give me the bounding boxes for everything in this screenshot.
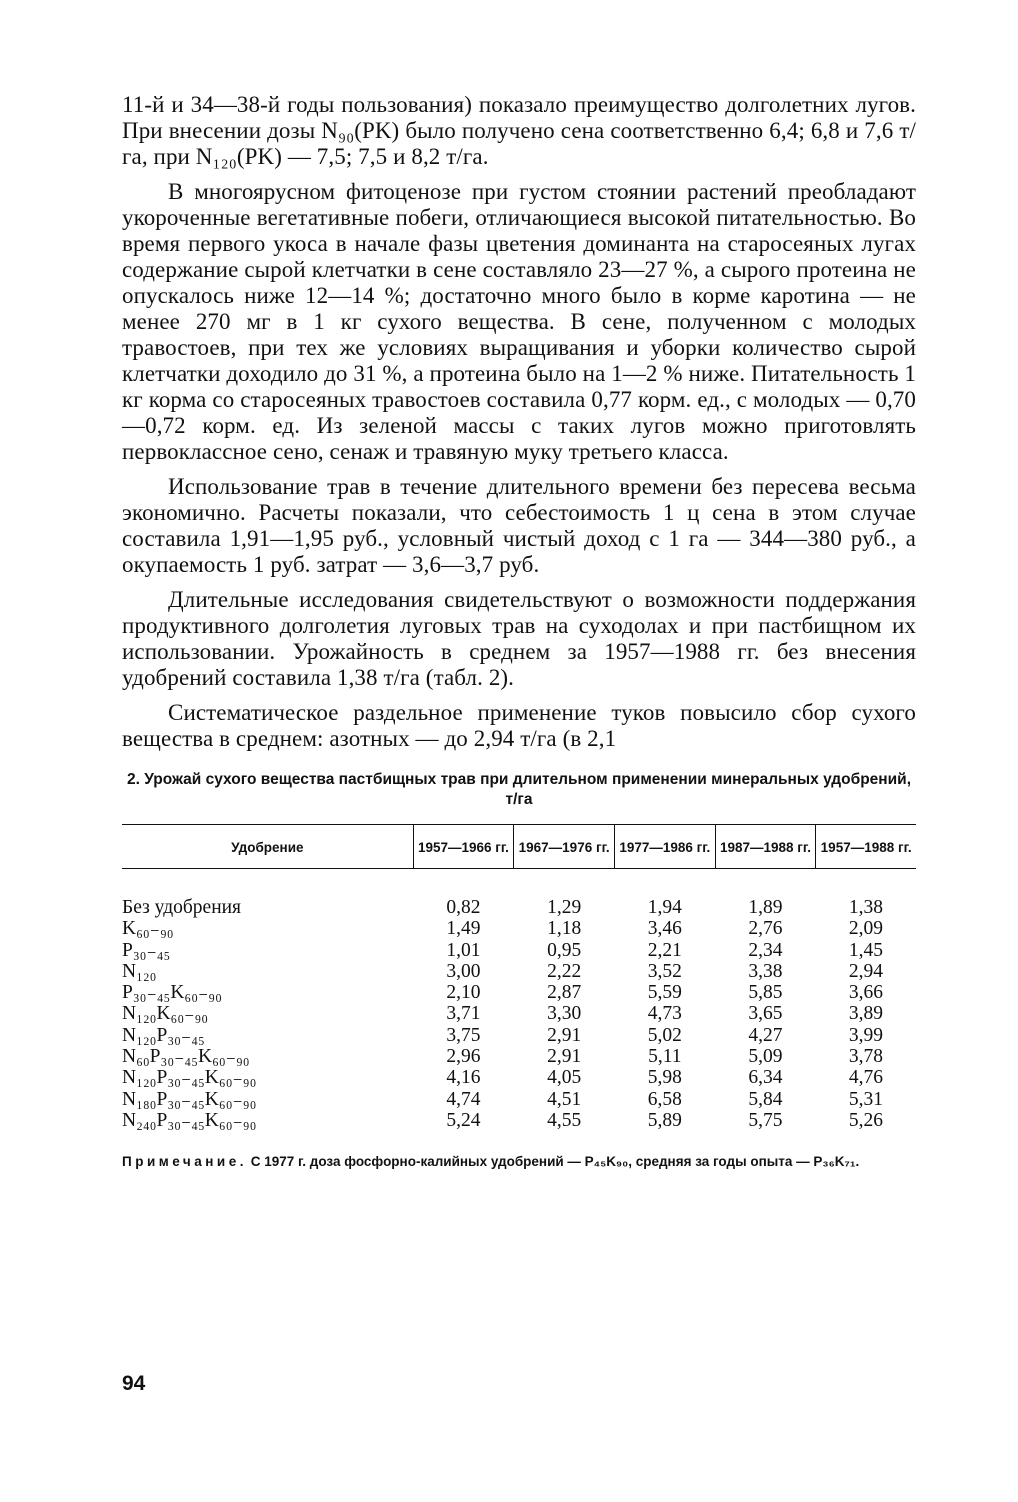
note-text: С 1977 г. доза фосфорно-калийных удобрений — P₄₅K₉₀, средняя за годы опыта — P₃₆K₇₁.: [250, 1154, 860, 1170]
table-row: [122, 940, 916, 961]
yield-value-cell: 4,76: [848, 1067, 883, 1089]
yield-value-cell: 3,38: [748, 960, 783, 982]
header-period-1: 1957—1966 гг.: [413, 825, 514, 869]
fertilizer-cell: N₁₂₀: [122, 960, 157, 982]
yield-value-cell: 5,89: [647, 1109, 682, 1131]
yield-value-cell: 2,22: [547, 960, 582, 982]
note-label: Примечание.: [122, 1154, 247, 1170]
yield-value-cell: 1,38: [848, 897, 883, 918]
yield-value-cell: 2,34: [748, 939, 783, 961]
header-period-3: 1977—1986 гг.: [614, 825, 715, 869]
table-note: [122, 1153, 916, 1170]
fertilizer-cell: Без удобрения: [122, 897, 242, 918]
yield-value-cell: 3,46: [647, 918, 682, 940]
yield-value-cell: 3,30: [547, 1003, 582, 1025]
yield-value-cell: 2,94: [848, 960, 883, 982]
yield-value-cell: 0,82: [446, 897, 481, 918]
header-period-4: 1987—1988 гг.: [715, 825, 816, 869]
yield-value-cell: 2,10: [446, 982, 481, 1004]
table-row: [122, 869, 916, 919]
yield-value-cell: 2,96: [446, 1046, 481, 1068]
table-row: [122, 1003, 916, 1024]
paragraph-4: Длительные исследования свидетельствуют о возможности поддержания продуктивного долголетия луговых трав на суходолах и при пастбищном их использовании. Урожайность в среднем за 1957—1988 гг. без внесения удобрений составила 1,38 т/га (табл. 2).: [122, 587, 916, 690]
yield-value-cell: 5,84: [748, 1088, 783, 1110]
table-row: [122, 961, 916, 982]
paragraph-1: 11-й и 34—38-й годы пользования) показало преимущество долголетних лугов. При внесении дозы N₉₀(PK) было получено сена соответственно 6,4; 6,8 и 7,6 т/га, при N₁₂₀(PK) — 7,5; 7,5 и 8,2 т/га.: [122, 92, 916, 169]
yield-value-cell: 2,76: [748, 918, 783, 940]
yield-value-cell: 4,51: [547, 1088, 582, 1110]
table-row: [122, 1089, 916, 1110]
yield-value-cell: 2,91: [547, 1024, 582, 1046]
yield-value-cell: 5,85: [748, 982, 783, 1004]
yield-value-cell: 1,29: [547, 897, 582, 918]
yield-value-cell: 3,71: [446, 1003, 481, 1025]
yield-value-cell: 3,00: [446, 960, 481, 982]
table-row: [122, 1025, 916, 1046]
yield-value-cell: 2,91: [547, 1046, 582, 1068]
fertilizer-cell: N₁₂₀P₃₀₋₄₅K₆₀₋₉₀: [122, 1067, 257, 1089]
yield-value-cell: 4,27: [748, 1024, 783, 1046]
yield-value-cell: 5,59: [647, 982, 682, 1004]
yield-value-cell: 0,95: [547, 939, 582, 961]
page-content: [122, 92, 916, 1170]
table-row: [122, 918, 916, 939]
yield-value-cell: 1,94: [647, 897, 682, 918]
fertilizer-cell: N₁₂₀P₃₀₋₄₅: [122, 1024, 205, 1046]
table-header-row: [122, 825, 916, 869]
yield-value-cell: 5,09: [748, 1046, 783, 1068]
fertilizer-cell: N₂₄₀P₃₀₋₄₅K₆₀₋₉₀: [122, 1109, 257, 1131]
paragraph-5: Систематическое раздельное применение туков повысило сбор сухого вещества в среднем: азотных — до 2,94 т/га (в 2,1: [122, 700, 916, 751]
yield-value-cell: 3,99: [848, 1024, 883, 1046]
yield-value-cell: 5,98: [647, 1067, 682, 1089]
yield-value-cell: 3,65: [748, 1003, 783, 1025]
yield-value-cell: 5,75: [748, 1109, 783, 1131]
fertilizer-cell: P₃₀₋₄₅K₆₀₋₉₀: [122, 982, 222, 1004]
fertilizer-cell: K₆₀₋₉₀: [122, 918, 174, 940]
yield-value-cell: 1,89: [748, 897, 783, 918]
fertilizer-cell: N₁₈₀P₃₀₋₄₅K₆₀₋₉₀: [122, 1088, 257, 1110]
paragraph-3: Использование трав в течение длительного времени без пересева весьма экономично. Расчеты показали, что себестоимость 1 ц сена в этом случае составила 1,91—1,95 руб., условный чистый доход с 1 га — 344—380 руб., а окупаемость 1 руб. затрат — 3,6—3,7 руб.: [122, 474, 916, 577]
yield-value-cell: 4,55: [547, 1109, 582, 1131]
yield-value-cell: 3,52: [647, 960, 682, 982]
fertilizer-cell: N₁₂₀K₆₀₋₉₀: [122, 1003, 209, 1025]
yield-value-cell: 4,05: [547, 1067, 582, 1089]
yield-value-cell: 1,01: [446, 939, 481, 961]
yield-value-cell: 2,87: [547, 982, 582, 1004]
yield-value-cell: 2,09: [848, 918, 883, 940]
table-row: [122, 1110, 916, 1131]
fertilizer-cell: P₃₀₋₄₅: [122, 939, 171, 961]
header-period-all: 1957—1988 гг.: [816, 825, 916, 869]
page-number: 94: [122, 1372, 146, 1395]
yield-value-cell: 1,49: [446, 918, 481, 940]
yield-value-cell: 5,26: [848, 1109, 883, 1131]
yield-value-cell: 6,58: [647, 1088, 682, 1110]
table-row: [122, 982, 916, 1003]
yield-value-cell: 4,16: [446, 1067, 481, 1089]
yield-value-cell: 3,75: [446, 1024, 481, 1046]
table-body: [122, 869, 916, 1132]
fertilizer-cell: N₆₀P₃₀₋₄₅K₆₀₋₉₀: [122, 1046, 250, 1068]
yield-value-cell: 5,11: [648, 1046, 682, 1068]
header-period-2: 1967—1976 гг.: [514, 825, 615, 869]
yield-value-cell: 3,78: [848, 1046, 883, 1068]
yield-value-cell: 2,21: [647, 939, 682, 961]
table-caption: 2. Урожай сухого вещества пастбищных трав при длительном применении минеральных удобрений, т/га: [126, 771, 912, 808]
header-fertilizer: Удобрение: [122, 825, 413, 869]
yield-value-cell: 3,89: [848, 1003, 883, 1025]
yield-value-cell: 5,31: [848, 1088, 883, 1110]
yield-value-cell: 1,18: [547, 918, 582, 940]
yield-value-cell: 1,45: [848, 939, 883, 961]
table-row: [122, 1067, 916, 1088]
yield-value-cell: 4,74: [446, 1088, 481, 1110]
paragraph-2: В многоярусном фитоценозе при густом стоянии растений преобладают укороченные вегетативные побеги, отличающиеся высокой питательностью. Во время первого укоса в начале фазы цветения доминанта на старосеяных лугах содержание сырой клетчатки в сене составляло 23—27 %, а сырого протеина не опускалось ниже 12—14 %; достаточно много было в корме каротина — не менее 270 мг в 1 кг сухого вещества. В сене, полученном с молодых травостоев, при тех же условиях выращивания и уборки количество сырой клетчатки доходило до 31 %, а протеина было на 1—2 % ниже. Питательность 1 кг корма со старосеяных травостоев составила 0,77 корм. ед., с молодых — 0,70—0,72 корм. ед. Из зеленой массы с таких лугов можно приготовлять первоклассное сено, сенаж и травяную муку третьего класса.: [122, 179, 916, 464]
yield-value-cell: 6,34: [748, 1067, 783, 1089]
yield-value-cell: 5,02: [647, 1024, 682, 1046]
yield-value-cell: 4,73: [647, 1003, 682, 1025]
yield-value-cell: 3,66: [848, 982, 883, 1004]
table-row: [122, 1046, 916, 1067]
yield-table: [122, 824, 916, 1131]
yield-value-cell: 5,24: [446, 1109, 481, 1131]
